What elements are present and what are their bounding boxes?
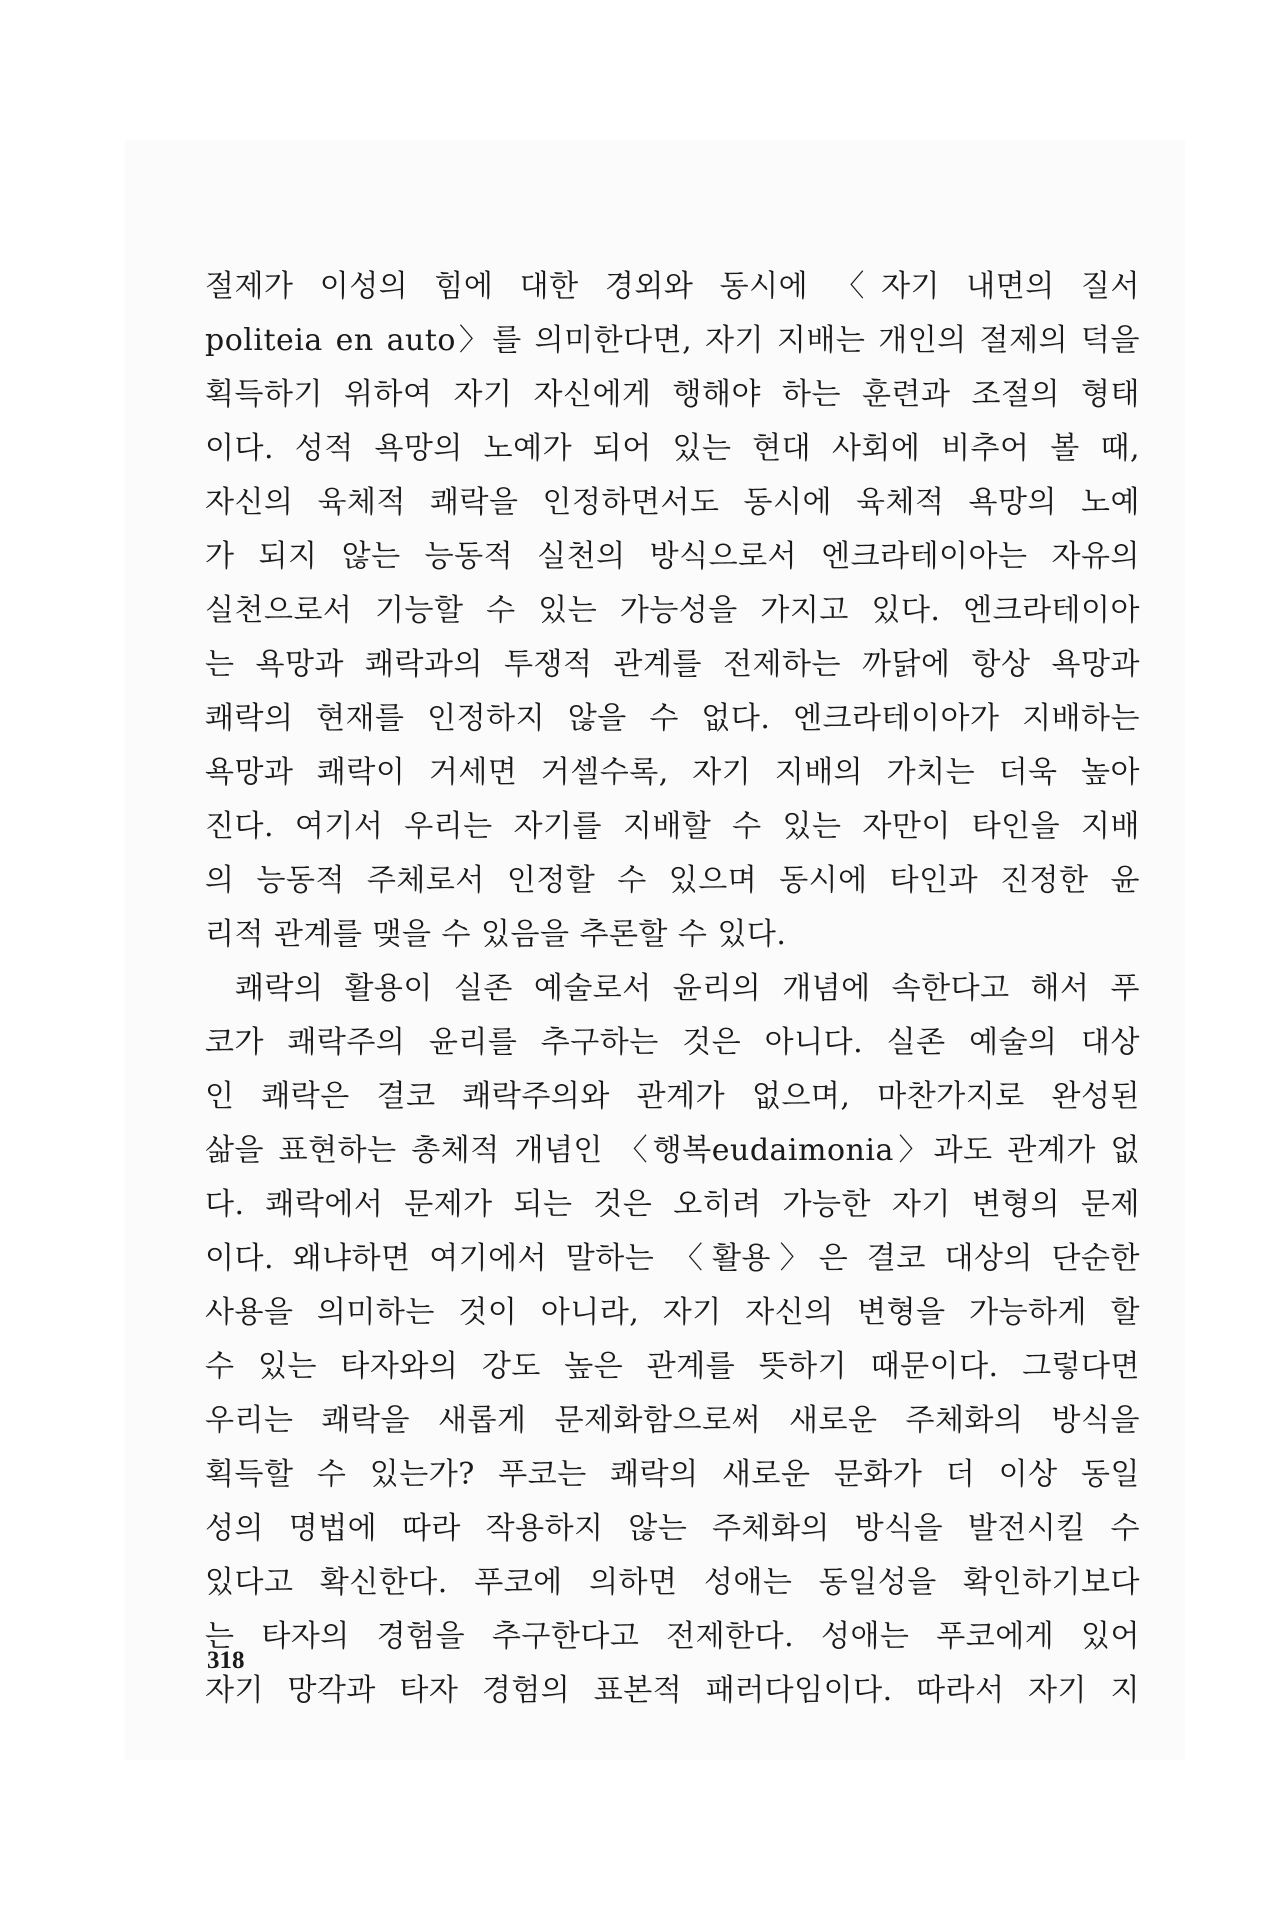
- text-line: 리적 관계를 맺을 수 있음을 추론할 수 있다.: [205, 917, 787, 952]
- page-number: 318: [207, 1647, 245, 1674]
- text-line: 자신의 육체적 쾌락을 인정하면서도 동시에 육체적 욕망의 노예: [205, 485, 1140, 520]
- text-line: 는 욕망과 쾌락과의 투쟁적 관계를 전제하는 까닭에 항상 욕망과: [205, 647, 1140, 682]
- text-line: 성의 명법에 따라 작용하지 않는 주체화의 방식을 발전시킬 수: [205, 1511, 1140, 1546]
- text-line: 사용을 의미하는 것이 아니라, 자기 자신의 변형을 가능하게 할: [205, 1295, 1140, 1330]
- text-line: 자기 망각과 타자 경험의 표본적 패러다임이다. 따라서 자기 지: [205, 1673, 1140, 1708]
- text-line: 우리는 쾌락을 새롭게 문제화함으로써 새로운 주체화의 방식을: [205, 1403, 1140, 1438]
- text-line: 이다. 성적 욕망의 노예가 되어 있는 현대 사회에 비추어 볼 때,: [205, 431, 1140, 466]
- text-line: 인 쾌락은 결코 쾌락주의와 관계가 없으며, 마찬가지로 완성된: [205, 1079, 1140, 1114]
- text-line: 이다. 왜냐하면 여기에서 말하는 〈활용〉은 결코 대상의 단순한: [205, 1241, 1140, 1276]
- paragraph-1: [205, 260, 1140, 962]
- text-line: 진다. 여기서 우리는 자기를 지배할 수 있는 자만이 타인을 지배: [205, 809, 1140, 844]
- text-line: 절제가 이성의 힘에 대한 경외와 동시에 〈자기 내면의 질서: [205, 269, 1140, 304]
- text-line: 있다고 확신한다. 푸코에 의하면 성애는 동일성을 확인하기보다: [205, 1565, 1140, 1600]
- paragraph-2: [205, 962, 1140, 1718]
- text-line: 는 타자의 경험을 추구한다고 전제한다. 성애는 푸코에게 있어: [205, 1619, 1140, 1654]
- text-line: 쾌락의 현재를 인정하지 않을 수 없다. 엔크라테이아가 지배하는: [205, 701, 1140, 736]
- text-line: 쾌락의 활용이 실존 예술로서 윤리의 개념에 속한다고 해서 푸: [235, 971, 1140, 1006]
- text-line: 가 되지 않는 능동적 실천의 방식으로서 엔크라테이아는 자유의: [205, 539, 1140, 574]
- body-text: [205, 260, 1140, 1718]
- text-line: politeia en auto〉를 의미한다면, 자기 지배는 개인의 절제의 덕을: [205, 323, 1140, 358]
- text-line: 획득하기 위하여 자기 자신에게 행해야 하는 훈련과 조절의 형태: [205, 377, 1140, 412]
- text-line: 삶을 표현하는 총체적 개념인 〈행복eudaimonia〉과도 관계가 없: [205, 1133, 1140, 1168]
- text-line: 의 능동적 주체로서 인정할 수 있으며 동시에 타인과 진정한 윤: [205, 863, 1140, 898]
- text-line: 획득할 수 있는가? 푸코는 쾌락의 새로운 문화가 더 이상 동일: [205, 1457, 1140, 1492]
- text-line: 수 있는 타자와의 강도 높은 관계를 뜻하기 때문이다. 그렇다면: [205, 1349, 1140, 1384]
- text-line: 다. 쾌락에서 문제가 되는 것은 오히려 가능한 자기 변형의 문제: [205, 1187, 1140, 1222]
- text-line: 코가 쾌락주의 윤리를 추구하는 것은 아니다. 실존 예술의 대상: [205, 1025, 1140, 1060]
- text-line: 실천으로서 기능할 수 있는 가능성을 가지고 있다. 엔크라테이아: [205, 593, 1140, 628]
- text-line: 욕망과 쾌락이 거세면 거셀수록, 자기 지배의 가치는 더욱 높아: [205, 755, 1140, 790]
